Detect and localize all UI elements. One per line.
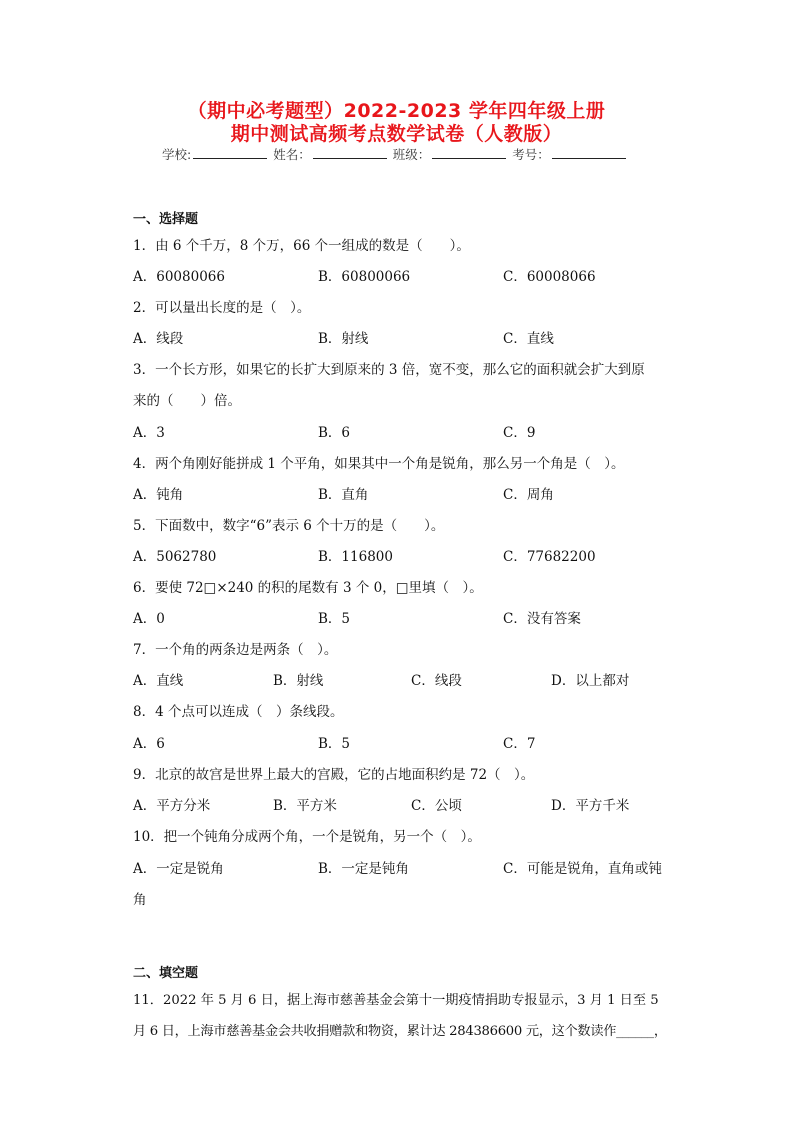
question-3-line2: 来的（ ）倍。 <box>133 393 241 409</box>
option-c[interactable]: C．线段 <box>411 673 462 689</box>
option-c[interactable]: C．没有答案 <box>503 611 581 627</box>
question-8: 8．4 个点可以连成（ ）条线段。 <box>133 704 344 720</box>
option-a[interactable]: A．一定是锐角 <box>133 861 224 877</box>
class-label: 班级： <box>392 147 431 162</box>
question-2: 2．可以量出长度的是（ ）。 <box>133 300 311 316</box>
question-1-options <box>133 265 673 285</box>
question-10: 10．把一个钝角分成两个角，一个是锐角，另一个（ ）。 <box>133 829 481 845</box>
document-title-line2: 期中测试高频考点数学试卷（人教版） <box>230 123 563 145</box>
option-a[interactable]: A．线段 <box>133 331 184 347</box>
question-11-line2: 月 6 日，上海市慈善基金会共收捐赠款和物资，累计达 284386600 元，这个数读作______， <box>133 1024 667 1039</box>
option-c[interactable]: C．可能是锐角，直角或钝 <box>503 861 662 877</box>
question-3-line1: 3．一个长方形，如果它的长扩大到原来的 3 倍，宽不变，那么它的面积就会扩大到原 <box>133 362 645 378</box>
option-c[interactable]: C．7 <box>503 736 536 752</box>
option-a[interactable]: A．60080066 <box>133 269 225 285</box>
question-9: 9．北京的故宫是世界上最大的宫殿，它的占地面积约是 72（ ）。 <box>133 767 535 783</box>
option-d[interactable]: D．以上都对 <box>551 673 630 689</box>
option-c[interactable]: C．周角 <box>503 487 554 503</box>
option-b[interactable]: B．直角 <box>318 487 369 503</box>
option-b[interactable]: B．5 <box>318 736 351 752</box>
question-5-options <box>133 545 673 565</box>
question-6-options <box>133 607 673 627</box>
option-b[interactable]: B．116800 <box>318 549 393 565</box>
option-b[interactable]: B．射线 <box>273 673 324 689</box>
question-7-options <box>133 669 673 689</box>
section-heading-choice: 一、选择题 <box>133 212 199 227</box>
question-4-options <box>133 483 673 503</box>
question-2-options <box>133 327 673 347</box>
option-c[interactable]: C．直线 <box>503 331 554 347</box>
option-a[interactable]: A．直线 <box>133 673 184 689</box>
school-blank[interactable] <box>193 146 267 159</box>
class-blank[interactable] <box>432 146 506 159</box>
option-c[interactable]: C．公顷 <box>411 798 462 814</box>
option-a[interactable]: A．6 <box>133 736 165 752</box>
option-b[interactable]: B．一定是钝角 <box>318 861 409 877</box>
school-label: 学校: <box>162 147 192 162</box>
question-11-line1: 11．2022 年 5 月 6 日，据上海市慈善基金会第十一期疫情捐助专报显示，3 月 1 日至 5 <box>133 993 659 1008</box>
option-b[interactable]: B．5 <box>318 611 351 627</box>
exam-number-blank[interactable] <box>552 146 626 159</box>
option-a[interactable]: A．3 <box>133 425 165 441</box>
question-6: 6．要使 72□×240 的积的尾数有 3 个 0，□里填（ ）。 <box>133 580 483 596</box>
option-d[interactable]: D．平方千米 <box>551 798 630 814</box>
name-blank[interactable] <box>313 146 387 159</box>
option-a[interactable]: A．5062780 <box>133 549 217 565</box>
option-b[interactable]: B．60800066 <box>318 269 411 285</box>
question-7: 7．一个角的两条边是两条（ ）。 <box>133 642 338 658</box>
student-info-line <box>162 145 628 163</box>
question-4: 4．两个角刚好能拼成 1 个平角，如果其中一个角是锐角，那么另一个角是（ ）。 <box>133 456 625 472</box>
question-3-options <box>133 421 673 441</box>
question-10-options <box>133 857 673 877</box>
option-a[interactable]: A．平方分米 <box>133 798 211 814</box>
question-5: 5．下面数中，数字“6”表示 6 个十万的是（ ）。 <box>133 518 445 534</box>
option-c[interactable]: C．60008066 <box>503 269 596 285</box>
question-10-option-c-wrap: 角 <box>133 892 147 908</box>
document-title-line1: （期中必考题型）2022-2023 学年四年级上册 <box>187 100 606 122</box>
option-b[interactable]: B．射线 <box>318 331 369 347</box>
option-c[interactable]: C．77682200 <box>503 549 596 565</box>
exam-number-label: 考号： <box>512 147 550 162</box>
option-b[interactable]: B．6 <box>318 425 351 441</box>
section-heading-fill-blank: 二、填空题 <box>133 966 199 981</box>
question-9-options <box>133 794 673 814</box>
question-8-options <box>133 732 673 752</box>
option-b[interactable]: B．平方米 <box>273 798 337 814</box>
name-label: 姓名： <box>273 147 311 162</box>
question-1: 1．由 6 个千万，8 个万，66 个一组成的数是（ ）。 <box>133 238 470 254</box>
option-a[interactable]: A．钝角 <box>133 487 184 503</box>
option-c[interactable]: C．9 <box>503 425 536 441</box>
option-a[interactable]: A．0 <box>133 611 165 627</box>
